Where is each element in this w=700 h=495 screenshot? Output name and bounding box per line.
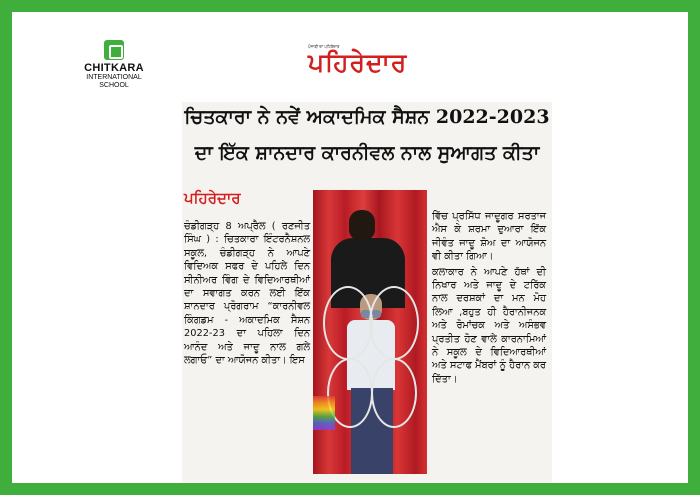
rainbow-prop bbox=[313, 396, 335, 430]
school-logo bbox=[64, 40, 164, 90]
school-name: CHITKARA bbox=[84, 62, 144, 74]
magic-ring-right bbox=[369, 286, 419, 360]
school-sub-1: INTERNATIONAL bbox=[86, 74, 142, 81]
right-column-para-1: ਵਿੱਚ ਪ੍ਰਸਿੱਧ ਜਾਦੂਗਰ ਸਰਤਾਜ ਐਸ ਕੇ ਸ਼ਰਮਾ ਦੁਆਰਾ ਇੱਕ ਜੀਵੰਤ ਜਾਦੂ ਸ਼ੋਅ ਦਾ ਆਯੋਜਨ ਵੀ ਕੀਤਾ ਗਿਆ। bbox=[432, 211, 546, 263]
headline-line-1: ਚਿਤਕਾਰਾ ਨੇ ਨਵੇਂ ਅਕਾਦਮਿਕ ਸੈਸ਼ਨ 2022-2023 bbox=[184, 106, 550, 128]
inline-masthead bbox=[184, 188, 308, 208]
article-left-column bbox=[184, 220, 310, 369]
school-logo-icon bbox=[104, 40, 124, 60]
article-right-column bbox=[432, 210, 546, 388]
magic-show-photo bbox=[313, 190, 427, 474]
headline-line-2: ਦਾ ਇੱਕ ਸ਼ਾਨਦਾਰ ਕਾਰਨੀਵਲ ਨਾਲ ਸੁਆਗਤ ਕੀਤਾ bbox=[194, 142, 540, 164]
school-sub-2: SCHOOL bbox=[99, 82, 129, 89]
right-column-para-2: ਕਲਾਕਾਰ ਨੇ ਆਪਣੇ ਹੱਥਾਂ ਦੀ ਨਿਖਾਰ ਅਤੇ ਜਾਦੂ ਦੇ ਟਰਿੱਕ ਨਾਲ ਦਰਸ਼ਕਾਂ ਦਾ ਮਨ ਮੋਹ ਲਿਆ ,ਬਹੁਤ ਹੀ ਹੈਰਾਨੀਜਨਕ ਅਤੇ ਰੋਮਾਂਚਕ ਅਤੇ ਅਸੰਭਵ ਪ੍ਰਤੀਤ ਹੋਣ ਵਾਲੇ ਕਾਰਨਾਮਿਆਂ ਨੇ ਸਕੂਲ ਦੇ ਵਿਦਿਆਰਥੀਆਂ ਅਤੇ ਸਟਾਫ ਮੈਂਬਰਾਂ ਨੂੰ ਹੈਰਾਨ ਕਰ ਦਿੱਤਾ। bbox=[432, 266, 546, 385]
masthead-name: ਪਹਿਰੇਦਾਰ bbox=[308, 48, 408, 77]
left-column-text: ਚੰਡੀਗੜ੍ਹ 8 ਅਪ੍ਰੈਲ ( ਰਣਜੀਤ ਸਿੰਘ ) : ਚਿਤਕਾਰਾ ਇੰਟਰਨੈਸ਼ਨਲ ਸਕੂਲ, ਚੰਡੀਗੜ੍ਹ ਨੇ ਆਪਣੇ ਵਿਦਿਅਕ ਸਫਰ ਦੇ ਪਹਿਲੇ ਦਿਨ ਸੀਨੀਅਰ ਵਿੰਗ ਦੇ ਵਿਦਿਆਰਥੀਆਂ ਦਾ ਸਵਾਗਤ ਕਰਨ ਲਈ ਇੱਕ ਸ਼ਾਨਦਾਰ ਪ੍ਰੋਗਰਾਮ “ਕਾਰਨੀਵਲ ਕਿੰਗਡਮ - ਅਕਾਦਮਿਕ ਸੈਸ਼ਨ 2022-23 ਦਾ ਪਹਿਲਾ ਦਿਨ ਆਨੰਦ ਅਤੇ ਜਾਦੂ ਨਾਲ ਗਲੇ ਲਗਾਓ” ਦਾ ਆਯੋਜਨ ਕੀਤਾ। ਇਸ bbox=[184, 221, 310, 367]
magic-ring-left bbox=[323, 286, 373, 360]
newspaper-masthead bbox=[308, 44, 452, 77]
magician-head bbox=[349, 210, 375, 240]
masthead-tagline: ਪੰਜਾਬੀ ਦਾ ਪਹਿਰੇਦਾਰ bbox=[308, 44, 340, 49]
news-clipping bbox=[182, 102, 552, 482]
magic-ring-low-right bbox=[371, 358, 417, 428]
inline-masthead-text: ਪਹਿਰੇਦਾਰ bbox=[184, 189, 241, 207]
page-sheet bbox=[12, 12, 688, 483]
